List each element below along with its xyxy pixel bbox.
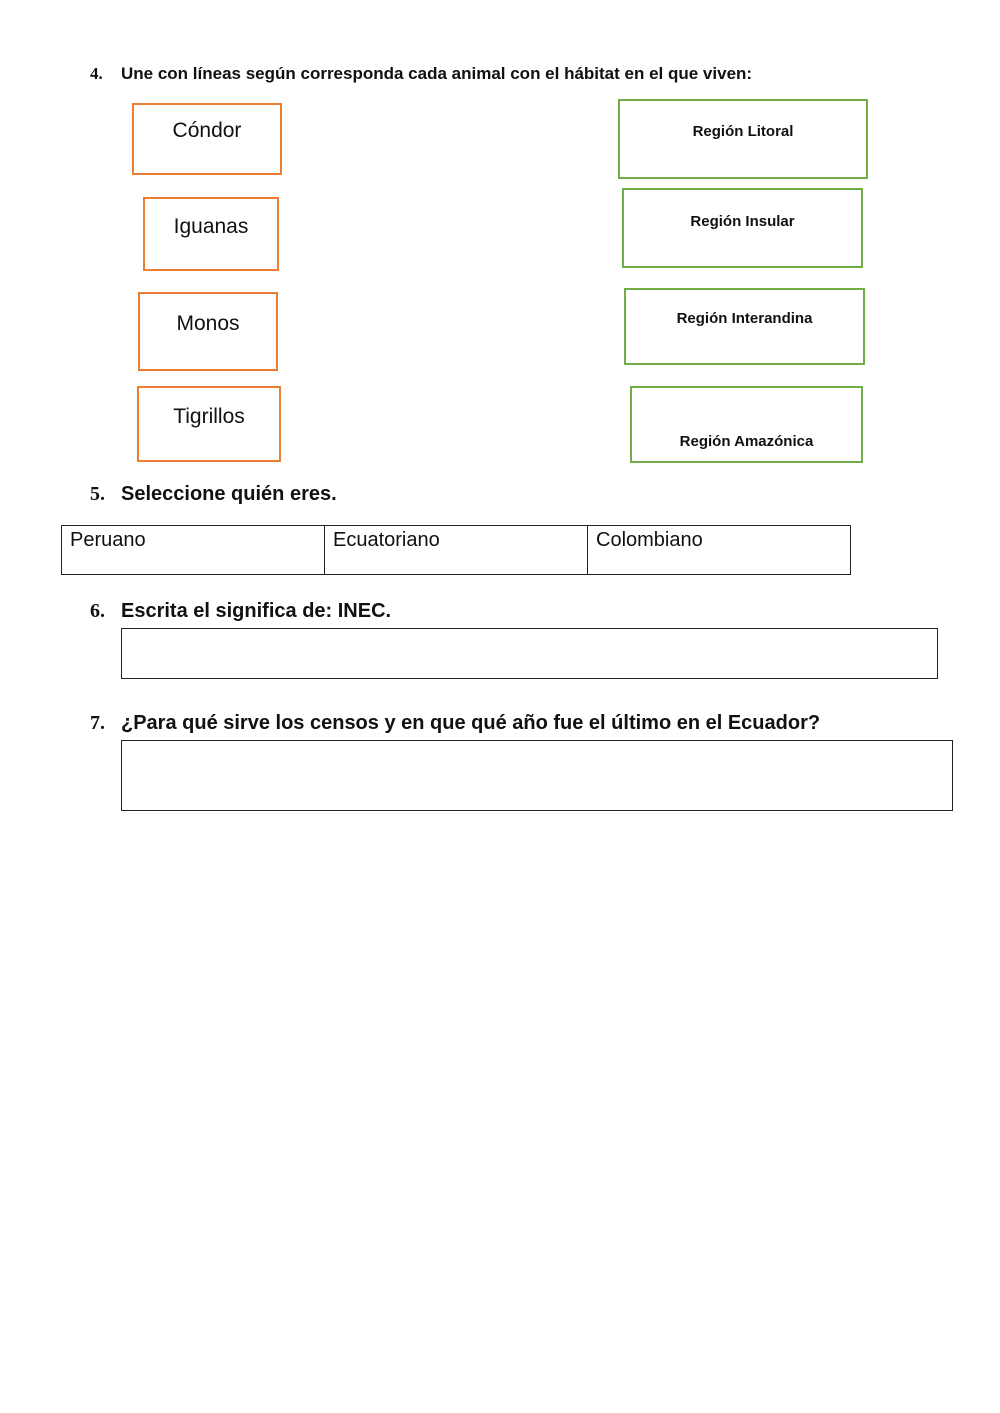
region-box-insular[interactable] (622, 188, 863, 268)
question-4-title (90, 64, 752, 84)
question-7-text: ¿Para qué sirve los censos y en que qué año fue el último en el Ecuador? (121, 712, 821, 734)
question-5-number: 5. (90, 483, 105, 505)
animal-label: Tigrillos (173, 405, 245, 428)
option-colombiano[interactable]: Colombiano (588, 526, 851, 575)
question-5-title (90, 483, 337, 506)
animal-box-monos[interactable] (138, 292, 278, 371)
nationality-options-table (61, 525, 851, 575)
inec-answer-field[interactable] (121, 628, 938, 679)
question-6-text: Escrita el significa de: INEC. (121, 600, 392, 622)
animal-label: Cóndor (172, 119, 242, 142)
region-box-litoral[interactable] (618, 99, 868, 179)
census-answer-field[interactable] (121, 740, 953, 811)
animal-box-tigrillos[interactable] (137, 386, 281, 462)
region-label: Región Insular (690, 213, 795, 230)
animal-label: Monos (176, 312, 240, 335)
region-box-interandina[interactable] (624, 288, 865, 365)
question-6-number: 6. (90, 600, 105, 622)
animal-box-condor[interactable] (132, 103, 282, 175)
question-4-number: 4. (90, 64, 103, 83)
option-peruano[interactable]: Peruano (62, 526, 325, 575)
animal-label: Iguanas (173, 215, 249, 238)
option-ecuatoriano[interactable]: Ecuatoriano (325, 526, 588, 575)
region-label: Región Amazónica (679, 433, 814, 450)
question-5-text: Seleccione quién eres. (121, 483, 337, 505)
region-box-amazonica[interactable] (630, 386, 863, 463)
question-7-number: 7. (90, 712, 105, 734)
question-4-text: Une con líneas según corresponda cada animal con el hábitat en el que viven: (121, 64, 753, 83)
question-6-title (90, 600, 391, 623)
animal-box-iguanas[interactable] (143, 197, 279, 271)
region-label: Región Interandina (676, 310, 813, 327)
question-7-title (90, 712, 820, 735)
region-label: Región Litoral (692, 123, 794, 140)
